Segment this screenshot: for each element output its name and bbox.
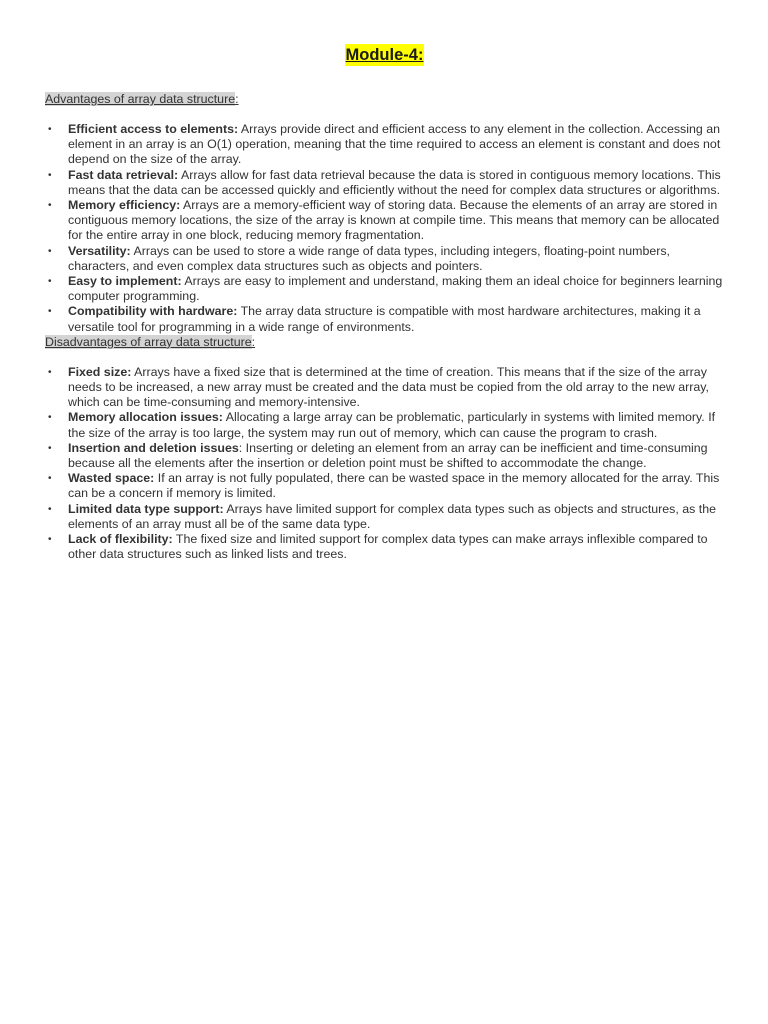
advantage-item	[45, 198, 724, 244]
advantage-description: Arrays can be used to store a wide range of data types, including integers, floating-point numbers, characters, and even complex data structures such as objects and pointers.	[68, 243, 670, 273]
advantage-item	[45, 274, 724, 304]
disadvantages-list	[45, 365, 724, 563]
bullet-icon: •	[48, 169, 52, 181]
disadvantage-term: Insertion and deletion issues	[68, 440, 239, 455]
disadvantage-item	[45, 502, 724, 532]
disadvantage-term: Memory allocation issues:	[68, 410, 223, 425]
bullet-icon: •	[48, 366, 52, 378]
bullet-icon: •	[48, 412, 52, 424]
bullet-icon: •	[48, 534, 52, 546]
advantages-heading-text: Advantages of array data structure	[45, 92, 236, 106]
advantage-term: Fast data retrieval:	[68, 167, 179, 182]
title-container	[45, 44, 724, 66]
disadvantage-term: Lack of flexibility:	[68, 532, 173, 547]
advantages-heading	[45, 92, 724, 107]
bullet-icon: •	[48, 245, 52, 257]
advantage-description: The array data structure is compatible with most hardware architectures, making it a versatile tool for programming in a wide range of environments.	[68, 304, 701, 334]
advantage-description: Arrays allow for fast data retrieval because the data is stored in contiguous memory locations. This means that the data can be accessed quickly and efficiently without the need for complex data structures or algorithms.	[68, 167, 721, 197]
advantage-term: Compatibility with hardware:	[68, 304, 238, 319]
bullet-icon: •	[48, 200, 52, 212]
disadvantage-item	[45, 410, 724, 440]
disadvantages-heading-colon: :	[251, 334, 256, 349]
advantage-item	[45, 244, 724, 274]
advantage-item	[45, 122, 724, 168]
disadvantage-description: : Inserting or deleting an element from an array can be inefficient and time-consuming because all the elements after the insertion or deletion point must be shifted to accommodate the change.	[68, 440, 708, 471]
disadvantages-heading	[45, 335, 724, 350]
disadvantage-term: Wasted space:	[68, 471, 155, 486]
advantage-item	[45, 168, 724, 198]
advantage-term: Easy to implement:	[68, 274, 182, 289]
advantage-term: Versatility:	[68, 243, 131, 258]
disadvantages-heading-text: Disadvantages of array data structure	[45, 334, 252, 349]
advantages-heading-colon: :	[235, 92, 239, 106]
bullet-icon: •	[48, 473, 52, 485]
advantage-description: Arrays provide direct and efficient access to any element in the collection. Accessing an element in an array is an O(1) operation, meaning that the time required to access an element is constant and does not depend on the size of the array.	[68, 122, 721, 167]
advantages-list	[45, 122, 724, 335]
advantage-description: Arrays are easy to implement and understand, making them an ideal choice for beginners learning computer programming.	[68, 274, 723, 304]
disadvantage-term: Limited data type support:	[68, 501, 224, 516]
disadvantage-item	[45, 532, 724, 562]
bullet-icon: •	[48, 442, 52, 454]
advantage-term: Efficient access to elements:	[68, 122, 239, 136]
disadvantage-item	[45, 365, 724, 411]
disadvantage-item	[45, 441, 724, 471]
advantage-description: Arrays are a memory-efficient way of storing data. Because the elements of an array are stored in contiguous memory locations, the size of the array is known at compile time. This means that memory can be allocated for the entire array in one block, reducing memory fragmentation.	[68, 198, 720, 243]
page-title: Module-4:	[345, 46, 424, 64]
bullet-icon: •	[48, 124, 52, 135]
bullet-icon: •	[48, 306, 52, 318]
bullet-icon: •	[48, 503, 52, 515]
disadvantage-term: Fixed size:	[68, 364, 132, 379]
advantage-item	[45, 304, 724, 334]
disadvantage-description: If an array is not fully populated, there can be wasted space in the memory allocated for the array. This can be a concern if memory is limited.	[68, 471, 720, 501]
disadvantage-description: The fixed size and limited support for complex data types can make arrays inflexible compared to other data structures such as linked lists and trees.	[68, 532, 708, 562]
advantage-term: Memory efficiency:	[68, 198, 181, 213]
disadvantage-description: Arrays have a fixed size that is determined at the time of creation. This means that if the size of the array needs to be increased, a new array must be created and the data must be copied from the old array to the new array, which can be time-consuming and memory-intensive.	[68, 364, 710, 410]
disadvantage-item	[45, 471, 724, 501]
bullet-icon: •	[48, 276, 52, 288]
disadvantage-description: Arrays have limited support for complex data types such as objects and structures, as the elements of an array must all be of the same data type.	[68, 501, 717, 531]
disadvantage-description: Allocating a large array can be problematic, particularly in systems with limited memory. If the size of the array is too large, the system may run out of memory, which can cause the program to crash.	[68, 410, 716, 440]
